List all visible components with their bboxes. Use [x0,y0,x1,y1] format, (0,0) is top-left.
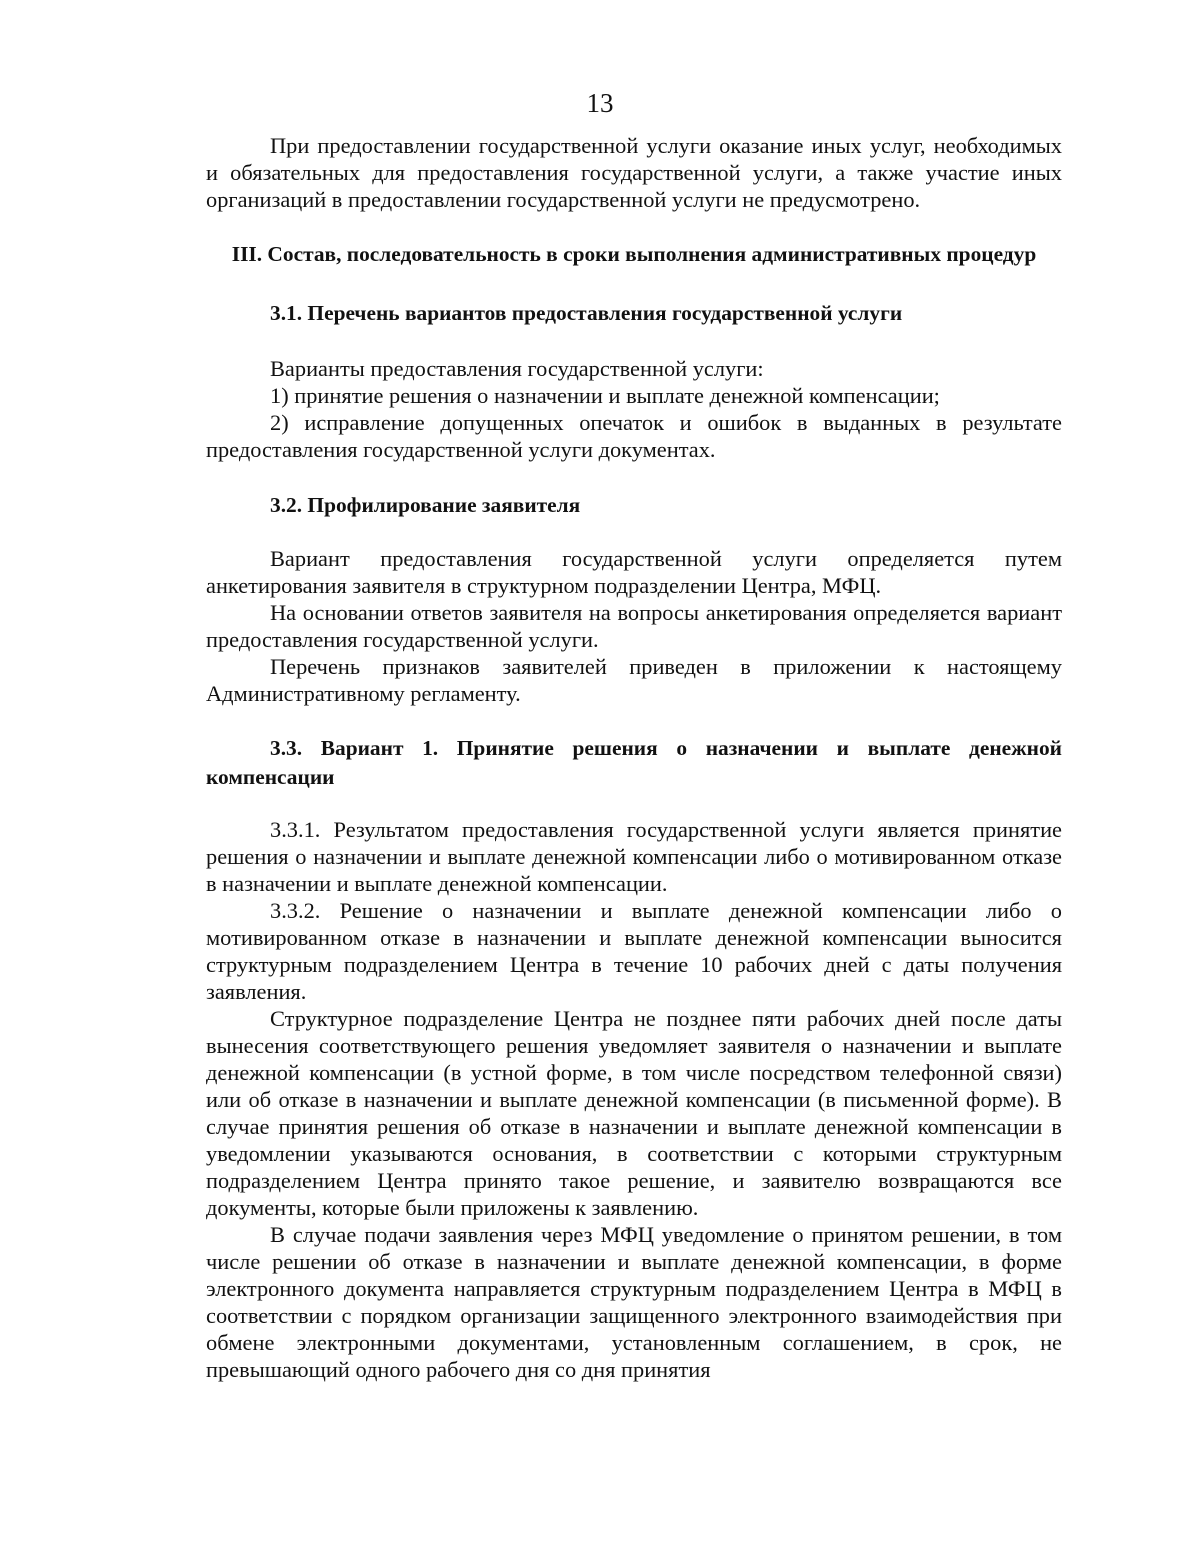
section-3-2-paragraph-1: Вариант предоставления государственной услуги определяется путем анкетирования заявителя в структурном подразделении Центра, МФЦ. [206,546,1062,598]
section-3-3-paragraph-2: 3.3.2. Решение о назначении и выплате денежной компенсации либо о мотивированном отказе в назначении и выплате денежной компенсации выносится структурным подразделением Центра в течение 10 рабочих дней с даты получения заявления. [206,898,1062,1004]
section-3-3-paragraph-1: 3.3.1. Результатом предоставления государственной услуги является принятие решения о назначении и выплате денежной компенсации либо о мотивированном отказе в назначении и выплате денежной компенсации. [206,817,1062,896]
section-3-3-paragraph-4: В случае подачи заявления через МФЦ уведомление о принятом решении, в том числе решении об отказе в назначении и выплате денежной компенсации, в форме электронного документа направляется структурным подразделением Центра в МФЦ в соответствии с порядком организации защищенного электронного взаимодействия при обмене электронными документами, установленным соглашением, в срок, не превышающий одного рабочего дня со дня принятия [206,1222,1062,1382]
intro-paragraph: При предоставлении государственной услуги оказание иных услуг, необходимых и обязательных для предоставления государственной услуги, а также участие иных организаций в предоставлении государственной услуги не предусмотрено. [206,133,1062,212]
section-3-2-paragraph-3: Перечень признаков заявителей приведен в приложении к настоящему Административному регламенту. [206,654,1062,706]
section-3-1-paragraph-1: Варианты предоставления государственной услуги: [270,356,764,381]
section-3-2-paragraph-2: На основании ответов заявителя на вопросы анкетирования определяется вариант предоставления государственной услуги. [206,600,1062,652]
section-3-1-title: 3.1. Перечень вариантов предоставления государственной услуги [270,301,903,325]
section-3-title: III. Состав, последовательность в сроки выполнения административных процедур [231,242,1037,266]
section-3-1-paragraph-3: 2) исправление допущенных опечаток и ошибок в выданных в результате предоставления государственной услуги документах. [206,410,1062,462]
section-3-3-paragraph-3: Структурное подразделение Центра не позднее пяти рабочих дней после даты вынесения соответствующего решения уведомляет заявителя о назначении и выплате денежной компенсации (в устной форме, в том числе посредством телефонной связи) или об отказе в назначении и выплате денежной компенсации (в письменной форме). В случае принятия решения об отказе в назначении и выплате денежной компенсации в уведомлении указываются основания, в соответствии с которыми структурным подразделением Центра принято такое решение, и заявителю возвращаются все документы, которые были приложены к заявлению. [206,1006,1062,1220]
page-content [206,132,1062,1383]
page-number: 13 [586,88,614,118]
section-3-3-title: 3.3. Вариант 1. Принятие решения о назначении и выплате денежной компенсации [206,736,1062,789]
section-3-1-paragraph-2: 1) принятие решения о назначении и выплате денежной компенсации; [270,383,940,408]
section-3-2-title: 3.2. Профилирование заявителя [270,493,581,517]
